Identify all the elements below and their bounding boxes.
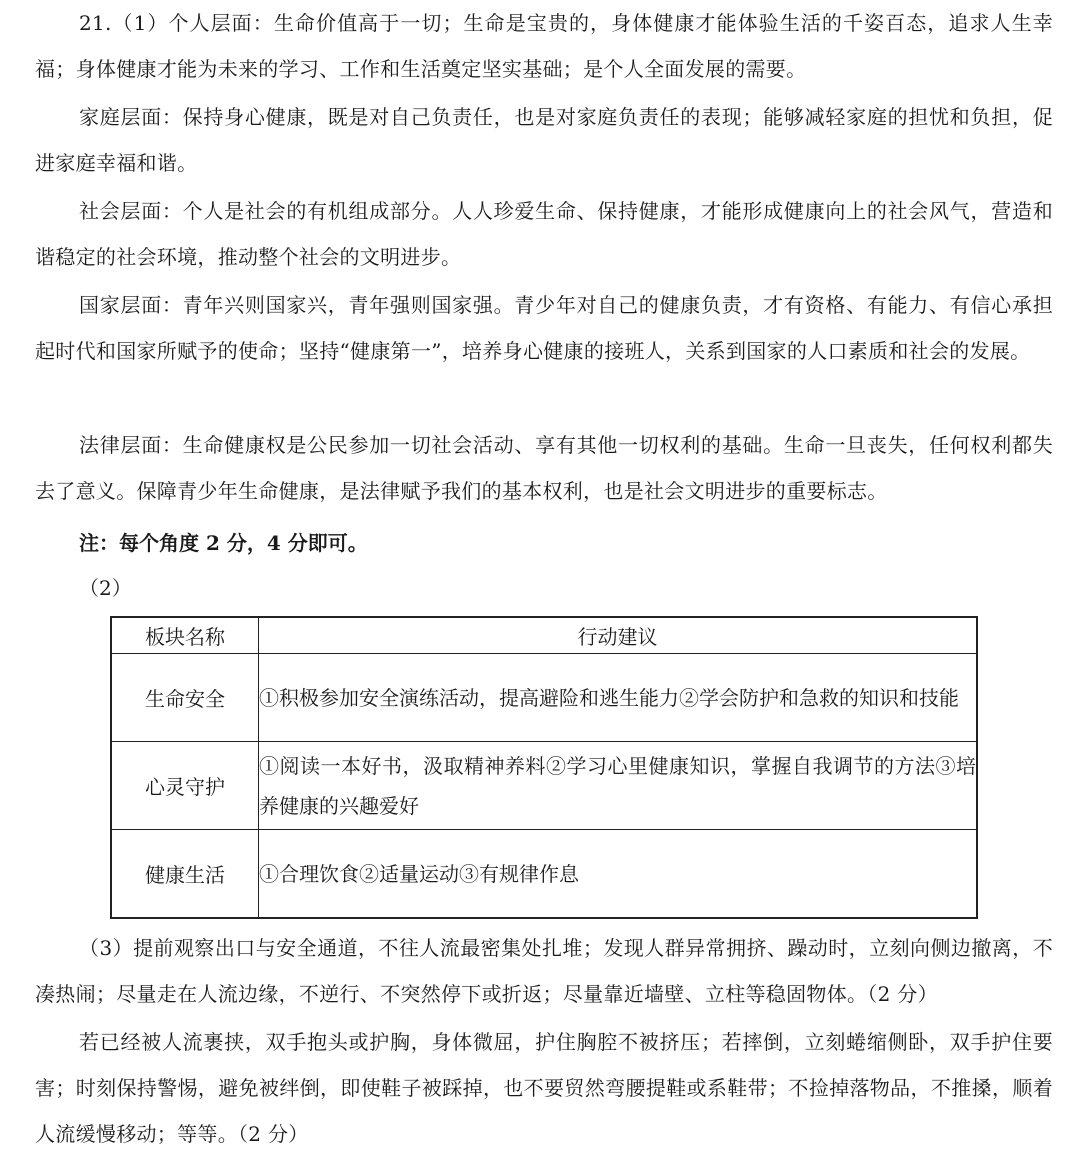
- row-name-cell: 心灵守护: [111, 742, 259, 830]
- header-action-advice: 行动建议: [259, 617, 978, 654]
- table-row: [111, 830, 977, 919]
- action-table: [110, 616, 978, 919]
- family-level-paragraph: 家庭层面：保持身心健康，既是对自己负责任，也是对家庭负责任的表现；能够减轻家庭的担忧和负担，促进家庭幸福和谐。: [35, 105, 1053, 175]
- row-name-cell: 健康生活: [111, 830, 259, 919]
- scoring-note: 注：每个角度 2 分，4 分即可。: [79, 531, 368, 555]
- header-section-name: 板块名称: [111, 617, 259, 654]
- personal-level-paragraph: 21.（1）个人层面：生命价值高于一切；生命是宝贵的，身体健康才能体验生活的千姿百态，追求人生幸福；身体健康才能为未来的学习、工作和生活奠定坚实基础；是个人全面发展的需要。: [35, 11, 1053, 81]
- part2-label: （2）: [79, 576, 132, 600]
- social-level-paragraph: 社会层面：个人是社会的有机组成部分。人人珍爱生命、保持健康，才能形成健康向上的社会风气，营造和谐稳定的社会环境，推动整个社会的文明进步。: [35, 199, 1053, 269]
- row-name-cell: 生命安全: [111, 654, 259, 742]
- row-advice-cell: ①阅读一本好书，汲取精神养料②学习心里健康知识，掌握自我调节的方法③培养健康的兴趣爱好: [259, 742, 978, 830]
- table-header-row: [111, 617, 977, 654]
- row-advice-cell: ①合理饮食②适量运动③有规律作息: [259, 830, 978, 919]
- national-level-paragraph: 国家层面：青年兴则国家兴，青年强则国家强。青少年对自己的健康负责，才有资格、有能力、有信心承担起时代和国家所赋予的使命；坚持“健康第一”，培养身心健康的接班人，关系到国家的人口素质和社会的发展。: [35, 293, 1053, 363]
- table-row: [111, 654, 977, 742]
- part3-paragraph-2: 若已经被人流裹挟，双手抱头或护胸，身体微屈，护住胸腔不被挤压；若摔倒，立刻蜷缩侧卧，双手护住要害；时刻保持警惕，避免被绊倒，即使鞋子被踩掉，也不要贸然弯腰提鞋或系鞋带；不捡掉落物品，不推搡，顺着人流缓慢移动；等等。（2 分）: [35, 1030, 1053, 1146]
- row-advice-cell: ①积极参加安全演练活动，提高避险和逃生能力②学会防护和急救的知识和技能: [259, 654, 978, 742]
- legal-level-paragraph: 法律层面：生命健康权是公民参加一切社会活动、享有其他一切权利的基础。生命一旦丧失，任何权利都失去了意义。保障青少年生命健康，是法律赋予我们的基本权利，也是社会文明进步的重要标志。: [35, 433, 1053, 503]
- table-row: [111, 742, 977, 830]
- part3-paragraph-1: （3）提前观察出口与安全通道，不往人流最密集处扎堆；发现人群异常拥挤、躁动时，立刻向侧边撤离，不凑热闹；尽量走在人流边缘，不逆行、不突然停下或折返；尽量靠近墙壁、立柱等稳固物体。（2 分）: [35, 936, 1053, 1006]
